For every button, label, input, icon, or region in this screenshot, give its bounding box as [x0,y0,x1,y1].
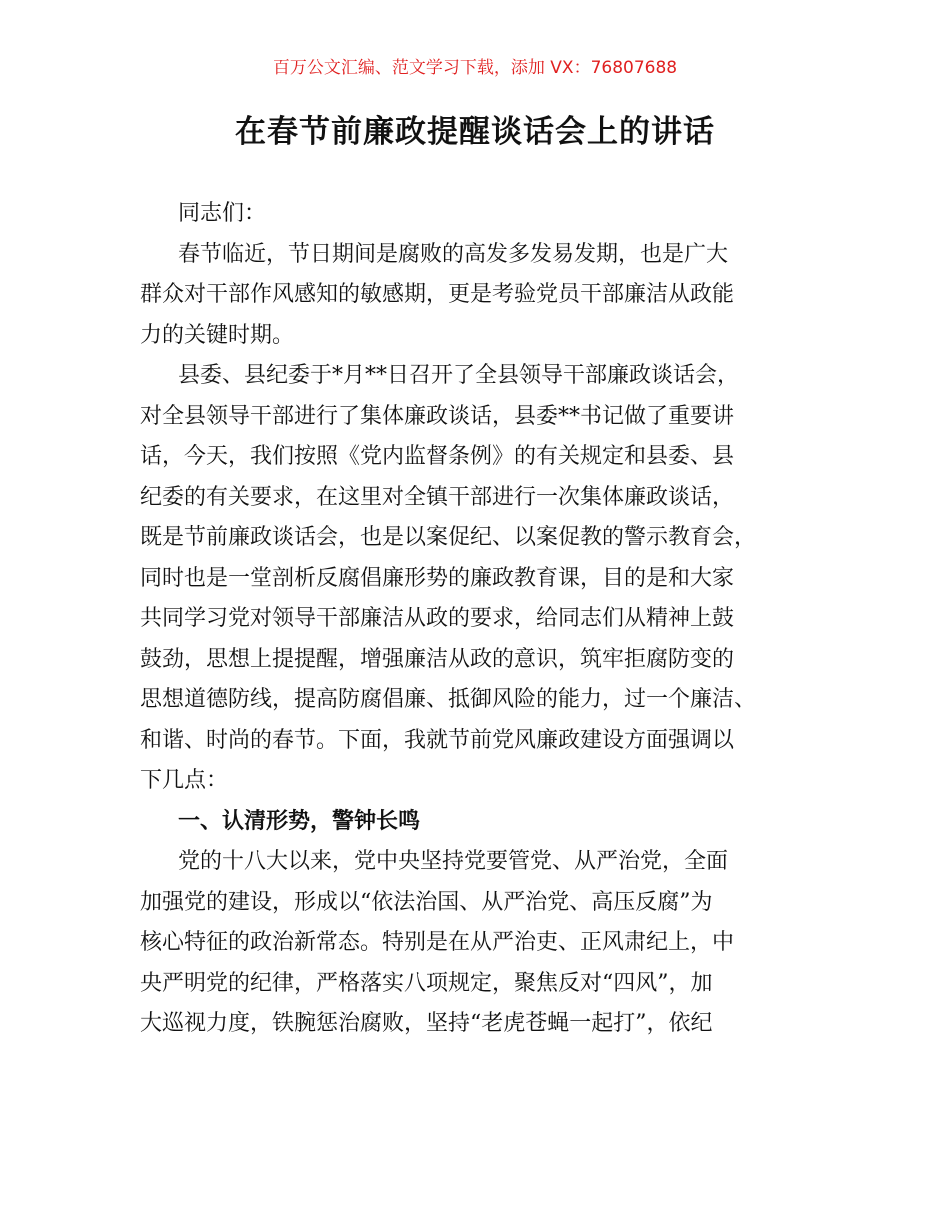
section-heading: 一、认清形势，警钟长鸣 [178,808,421,834]
paragraph-line: 既是节前廉政谈话会，也是以案促纪、以案促教的警示教育会， [140,525,757,550]
paragraph-line: 力的关键时期。 [140,322,295,348]
paragraph-line: 党的十八大以来，党中央坚持党要管党、从严治党，全面 [178,849,729,874]
paragraph-line: 春节临近，节日期间是腐败的高发多发易发期，也是广大 [178,241,729,267]
paragraph-line: 和谐、时尚的春节。下面，我就节前党风廉政建设方面强调以 [140,727,735,753]
paragraph-line: 县委、县纪委于*月**日召开了全县领导干部廉政谈话会， [178,363,740,388]
paragraph-line: 同志们： [178,201,267,226]
paragraph-line: 思想道德防线，提高防腐倡廉、抵御风险的能力，过一个廉洁、 [140,687,757,712]
paragraph-line: 核心特征的政治新常态。特别是在从严治吏、正风肃纪上，中 [140,930,735,955]
paragraph-line: 共同学习党对领导干部廉洁从政的要求，给同志们从精神上鼓 [140,606,735,631]
document-title: 在春节前廉政提醒谈话会上的讲话 [235,114,715,150]
paragraph-line: 下几点： [140,768,229,793]
paragraph-line: 同时也是一堂剖析反腐倡廉形势的廉政教育课，目的是和大家 [140,565,735,591]
header-banner: 百万公文汇编、范文学习下载，添加 VX：76807688 [272,58,678,78]
paragraph-line: 群众对干部作风感知的敏感期，更是考验党员干部廉洁从政能 [140,282,735,307]
paragraph-line: 央严明党的纪律，严格落实八项规定，聚焦反对“四风”，加 [140,970,713,996]
paragraph-line: 大巡视力度，铁腕惩治腐败，坚持“老虎苍蝇一起打”，依纪 [140,1011,713,1036]
paragraph-line: 鼓劲，思想上提提醒，增强廉洁从政的意识，筑牢拒腐防变的 [140,646,735,672]
paragraph-line: 对全县领导干部进行了集体廉政谈话，县委**书记做了重要讲 [140,403,735,429]
paragraph-line: 加强党的建设，形成以“依法治国、从严治党、高压反腐”为 [140,889,713,915]
paragraph-line: 话，今天，我们按照《党内监督条例》的有关规定和县委、县 [140,444,735,469]
document-body [140,194,840,1045]
paragraph-line: 纪委的有关要求，在这里对全镇干部进行一次集体廉政谈话， [140,484,735,510]
